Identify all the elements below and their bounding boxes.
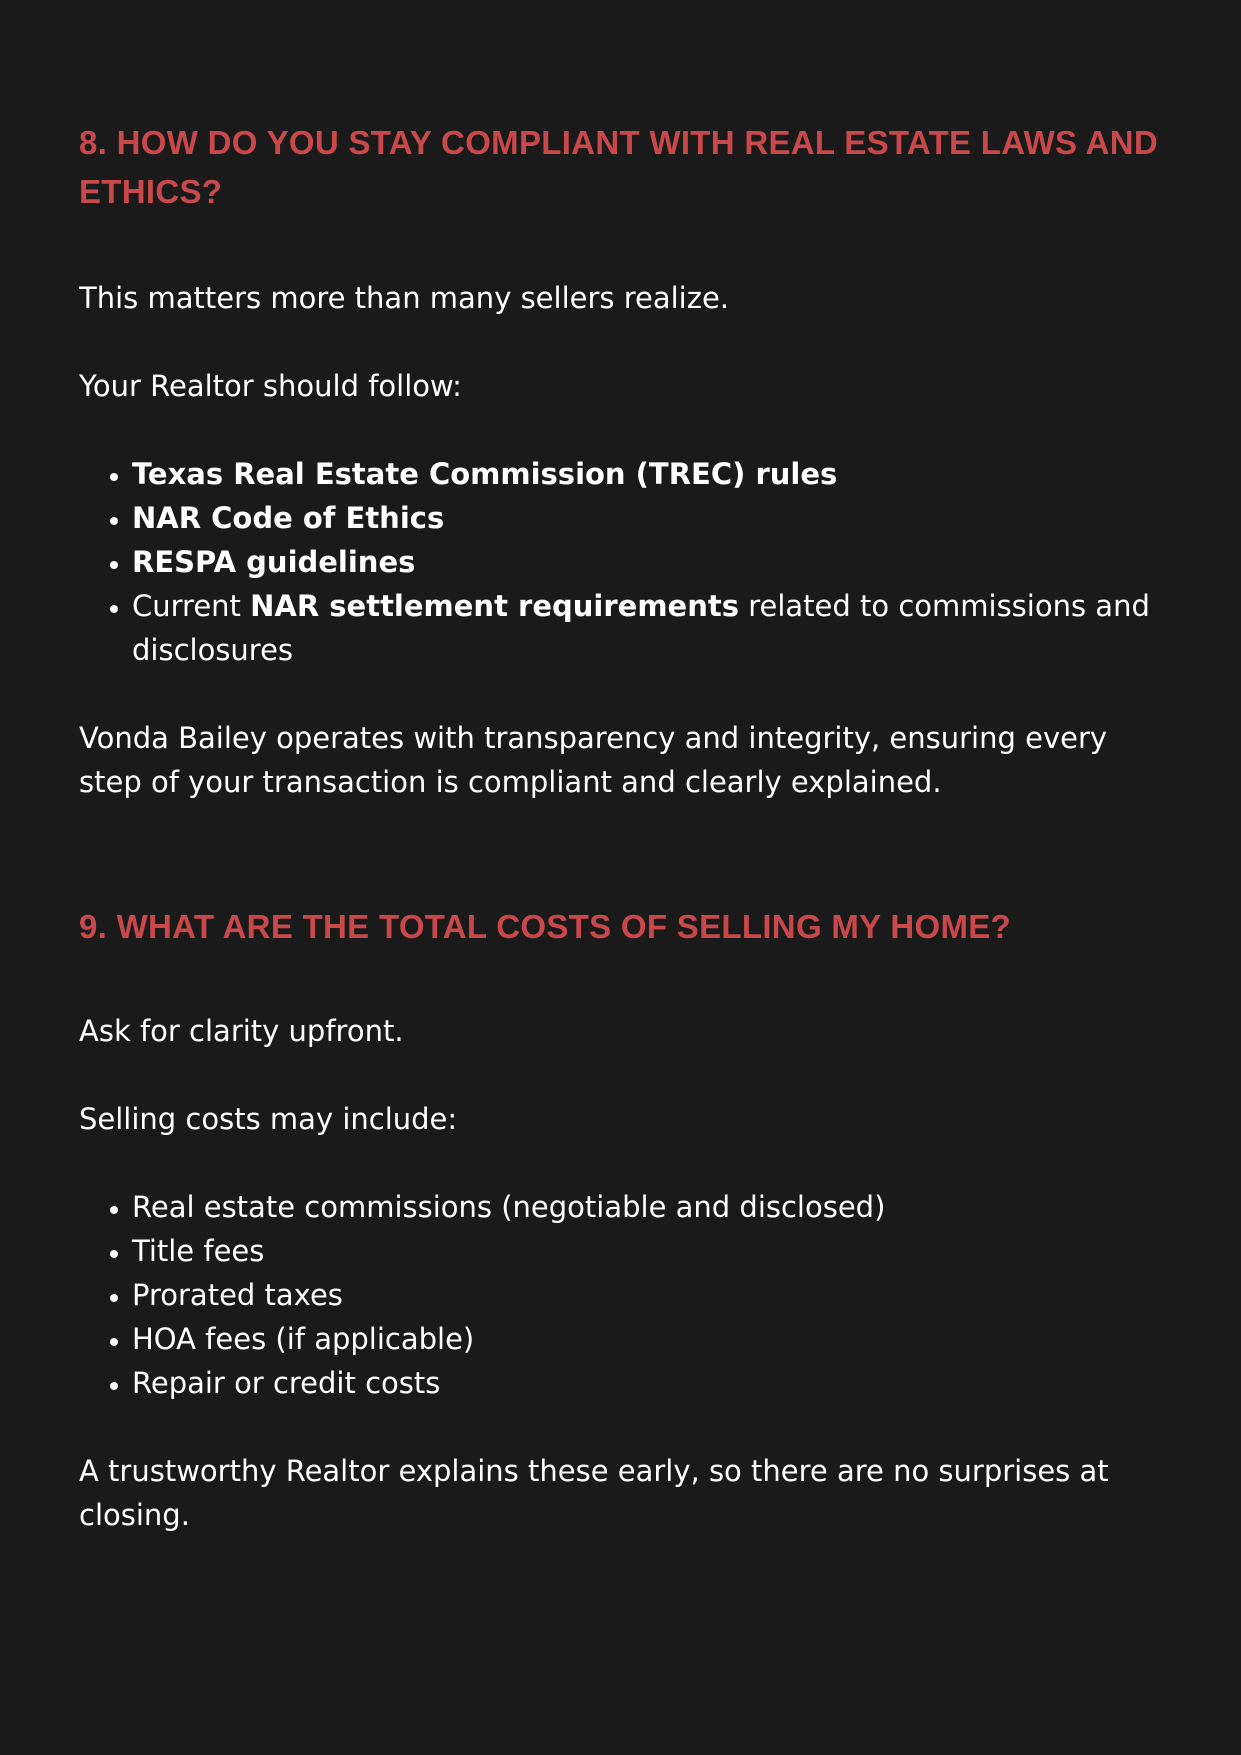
list-item: • NAR Code of Ethics: [132, 496, 1162, 540]
list-item: • Current NAR settlement requirements related to commissions and disclosures: [132, 584, 1162, 672]
list-item: • Texas Real Estate Commission (TREC) rules: [132, 452, 1162, 496]
section-9-intro: Ask for clarity upfront.: [79, 1014, 404, 1048]
list-item: • Title fees: [132, 1229, 1162, 1273]
section-8-closing: Vonda Bailey operates with transparency and integrity, ensuring every step of your transaction is compliant and clearly explained.: [79, 721, 1108, 799]
section-9-lead: Selling costs may include:: [79, 1102, 458, 1136]
list-item: • Repair or credit costs: [132, 1361, 1162, 1405]
section-9-list: [79, 1185, 1162, 1405]
section-8-heading: 8. HOW DO YOU STAY COMPLIANT WITH REAL ESTATE LAWS AND ETHICS?: [79, 124, 1158, 210]
section-9-heading: 9. WHAT ARE THE TOTAL COSTS OF SELLING MY HOME?: [79, 908, 1012, 945]
section-9-closing: A trustworthy Realtor explains these early, so there are no surprises at closing.: [79, 1454, 1109, 1532]
section-8-lead: Your Realtor should follow:: [79, 369, 462, 403]
list-item: • HOA fees (if applicable): [132, 1317, 1162, 1361]
list-item: • Prorated taxes: [132, 1273, 1162, 1317]
section-8-intro: This matters more than many sellers realize.: [79, 281, 730, 315]
section-8-list: [79, 452, 1162, 672]
list-item: • Real estate commissions (negotiable and disclosed): [132, 1185, 1162, 1229]
list-item: • RESPA guidelines: [132, 540, 1162, 584]
